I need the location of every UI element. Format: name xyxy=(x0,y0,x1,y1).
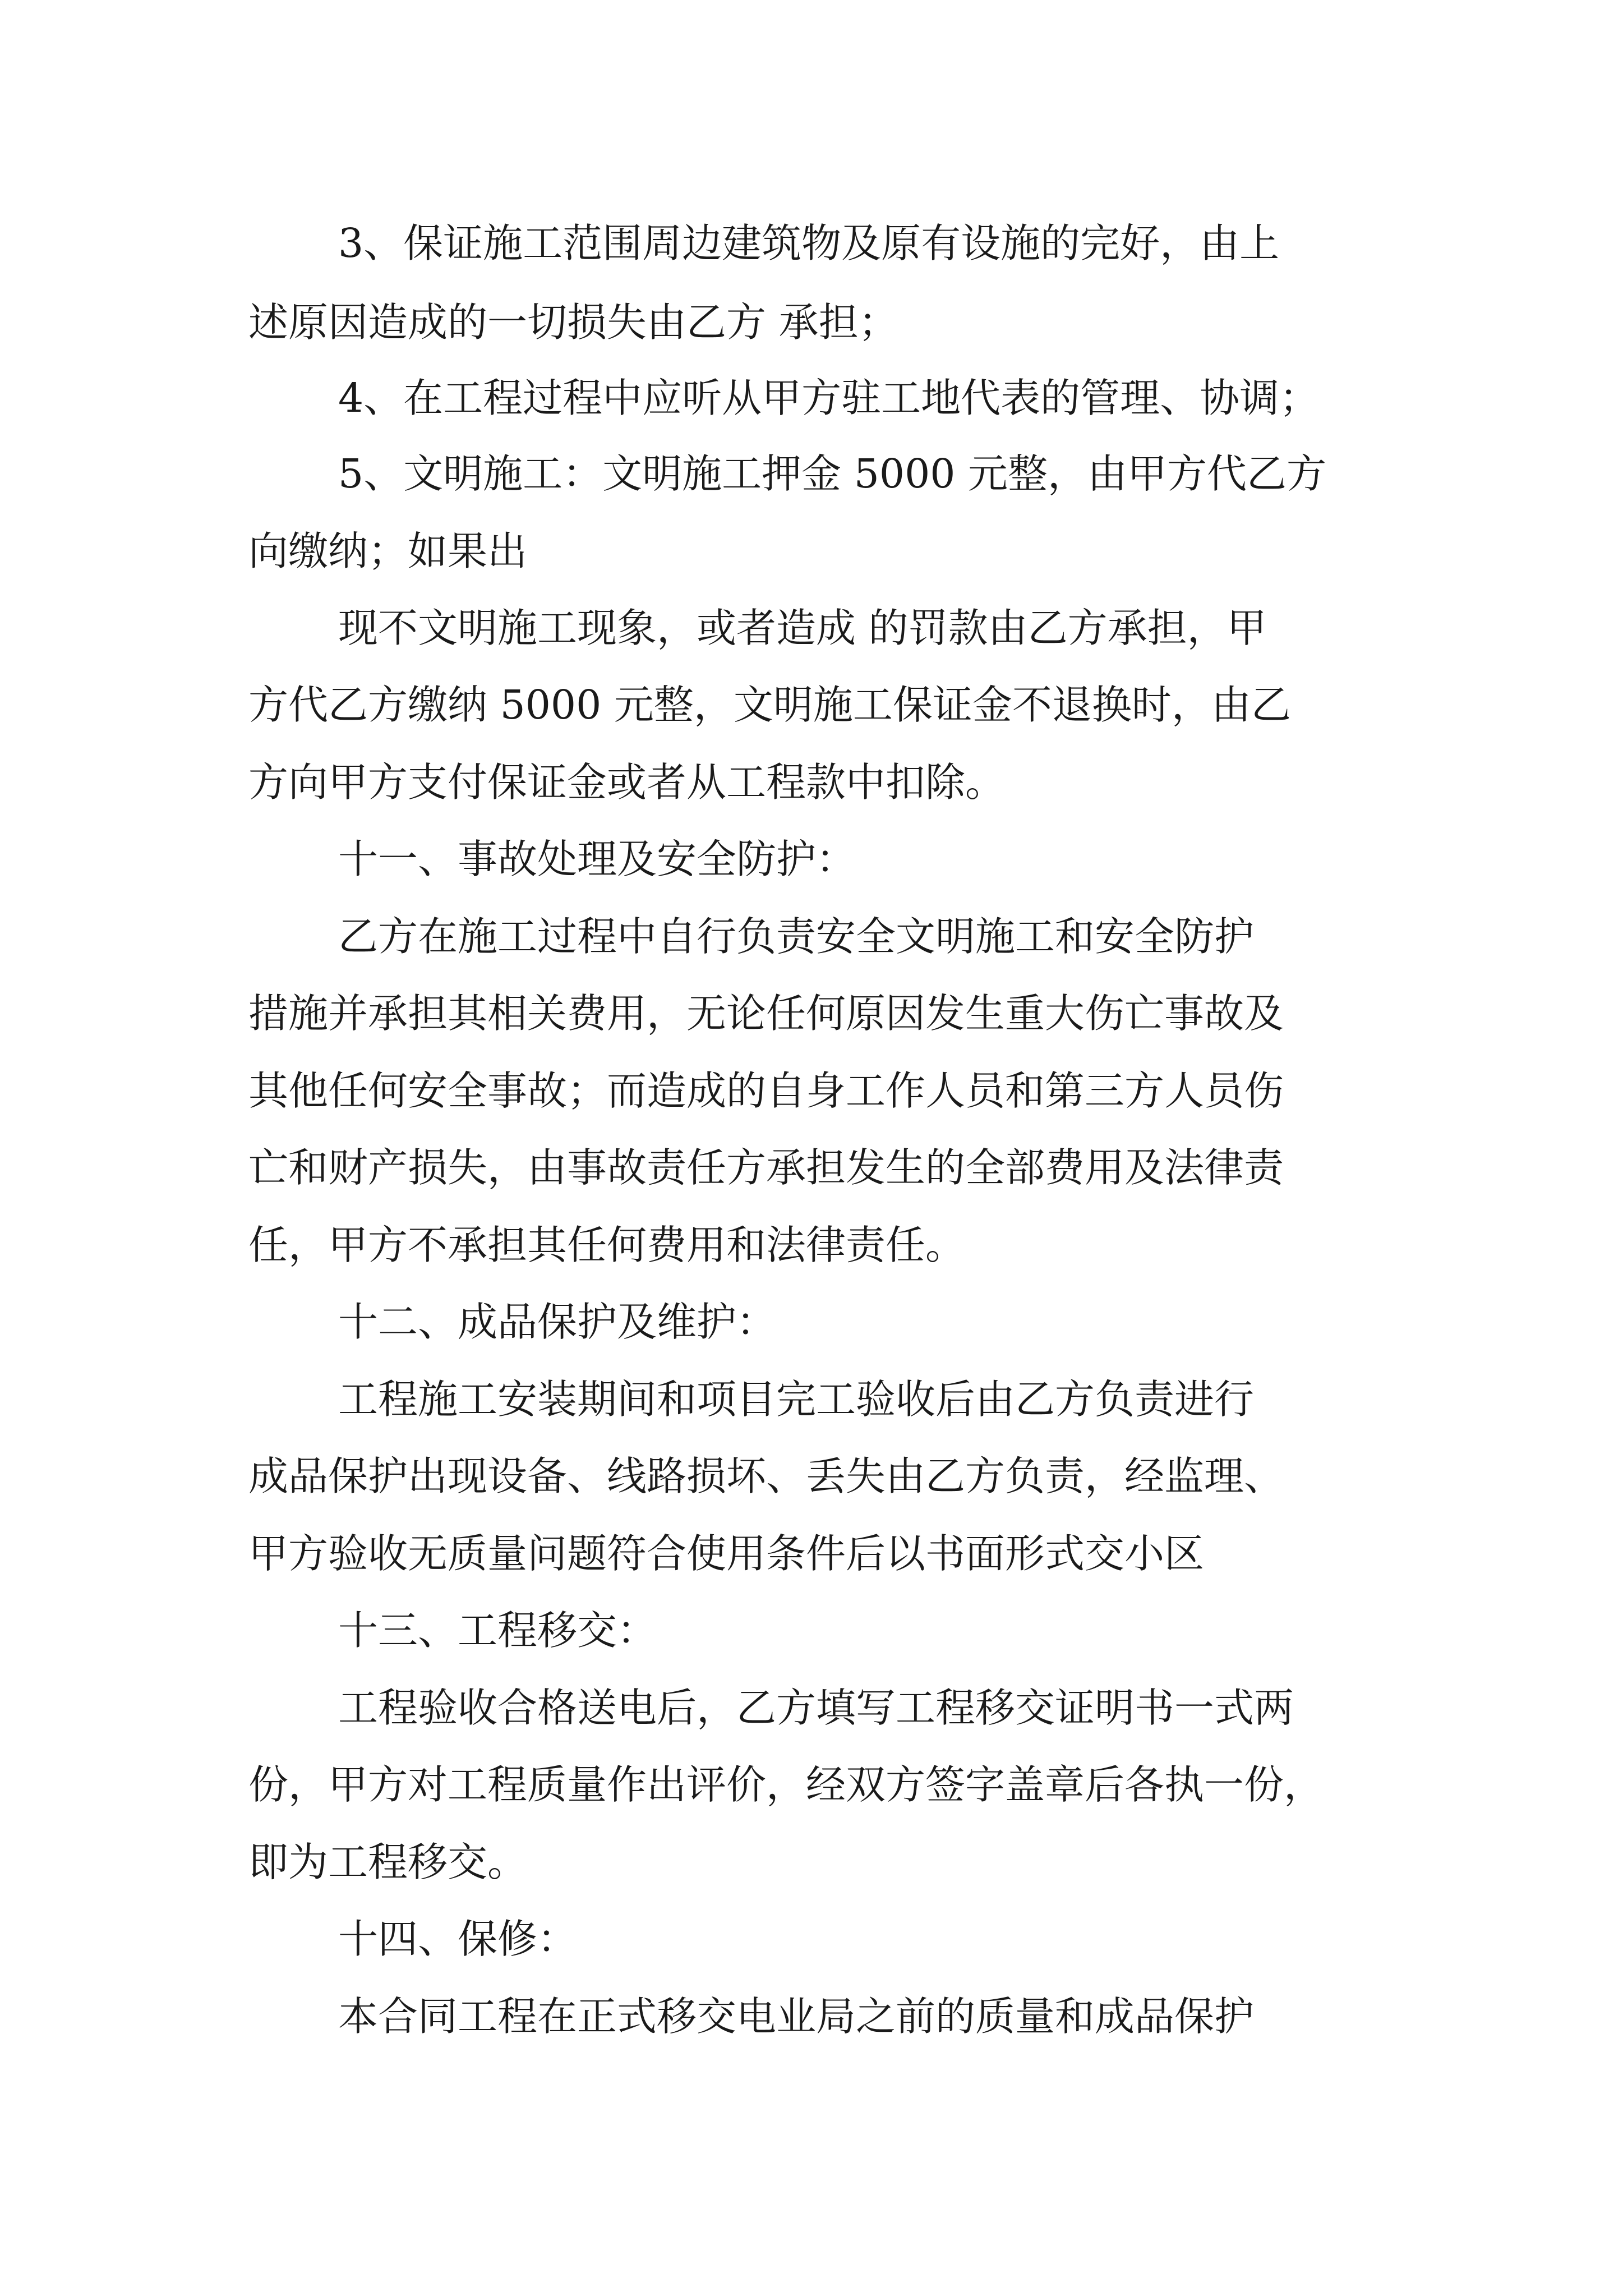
text-line: 甲方验收无质量问题符合使用条件后以书面形式交小区 xyxy=(248,1530,1205,1577)
text-line: 本合同工程在正式移交电业局之前的质量和成品保护 xyxy=(338,1993,1255,2040)
text-line: 即为工程移交。 xyxy=(248,1839,528,1885)
section-heading: 十三、工程移交： xyxy=(338,1607,657,1654)
text-line: 工程施工安装期间和项目完工验收后由乙方负责进行 xyxy=(338,1376,1255,1423)
text-line: 份，甲方对工程质量作出评价，经双方签字盖章后各执一份， xyxy=(248,1761,1324,1808)
text-line: 述原因造成的一切损失由乙方 承担； xyxy=(248,299,898,346)
text-line: 乙方在施工过程中自行负责安全文明施工和安全防护 xyxy=(338,913,1255,960)
text-line: 4、在工程过程中应听从甲方驻工地代表的管理、协调； xyxy=(338,375,1320,421)
text-line: 方向甲方支付保证金或者从工程款中扣除。 xyxy=(248,759,1006,806)
text-line: 其他任何安全事故；而造成的自身工作人员和第三方人员伤 xyxy=(248,1068,1284,1114)
text-line: 措施并承担其相关费用，无论任何原因发生重大伤亡事故及 xyxy=(248,990,1284,1037)
section-heading: 十二、成品保护及维护： xyxy=(338,1299,777,1345)
section-heading: 十四、保修： xyxy=(338,1916,578,1962)
text-line: 3、保证施工范围周边建筑物及原有设施的完好，由上 xyxy=(338,220,1280,266)
text-line: 现不文明施工现象，或者造成 的罚款由乙方承担，甲 xyxy=(338,605,1267,651)
text-line: 成品保护出现设备、线路损坏、丢失由乙方负责，经监理、 xyxy=(248,1453,1284,1499)
text-line: 向缴纳；如果出 xyxy=(248,528,528,574)
text-line: 亡和财产损失，由事故责任方承担发生的全部费用及法律责 xyxy=(248,1144,1284,1191)
text-line: 5、文明施工：文明施工押金 5000 元整，由甲方代乙方 xyxy=(338,450,1327,497)
text-line: 工程验收合格送电后，乙方填写工程移交证明书一式两 xyxy=(338,1685,1294,1731)
text-line: 任，甲方不承担其任何费用和法律责任。 xyxy=(248,1222,966,1268)
text-line: 方代乙方缴纳 5000 元整，文明施工保证金不退换时，由乙 xyxy=(248,682,1291,728)
section-heading: 十一、事故处理及安全防护： xyxy=(338,836,856,882)
